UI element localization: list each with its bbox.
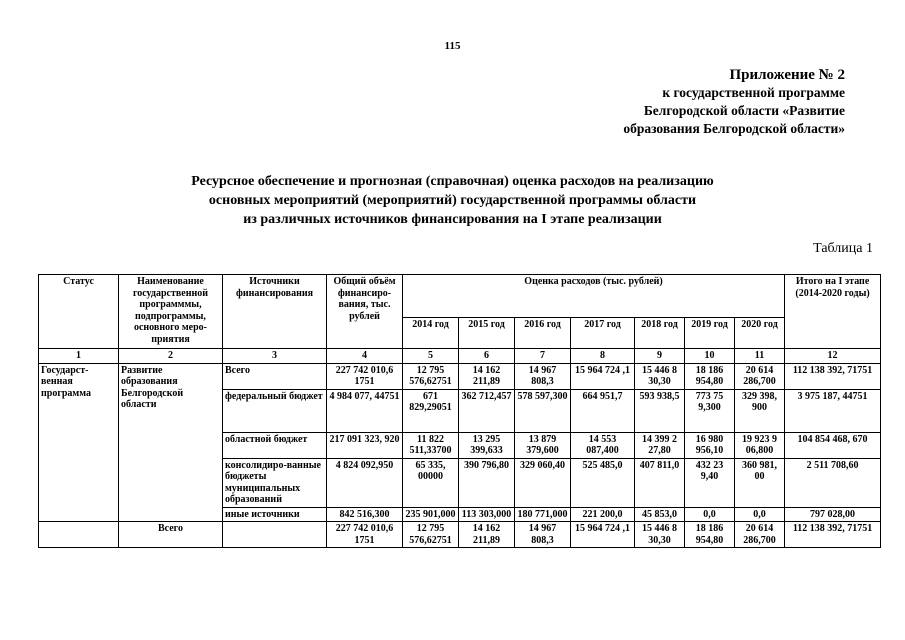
title-line: Ресурсное обеспечение и прогнозная (справочная) оценка расходов на реализацию [191,174,714,189]
stage-cell: 2 511 708,60 [785,458,881,507]
header-row [39,275,881,318]
stage-cell: 112 138 392, 71751 [785,363,881,389]
total-cell: 227 742 010,6 1751 [327,522,403,548]
appendix-block [623,66,845,138]
year-cell: 13 879 379,600 [515,432,571,458]
year-cell: 180 771,000 [515,507,571,522]
stage-cell: 3 975 187, 44751 [785,389,881,432]
appendix-line: Белгородской области «Развитие [643,103,845,118]
year-cell: 525 485,0 [571,458,635,507]
year-cell: 14 553 087,400 [571,432,635,458]
year-cell: 15 964 724 ,1 [571,363,635,389]
year-cell: 15 446 8 30,30 [635,363,685,389]
column-number: 2 [119,349,223,364]
header-year: 2020 год [735,318,785,349]
column-number: 10 [685,349,735,364]
appendix-line: к государственной программе [662,85,845,100]
year-cell: 18 186 954,80 [685,363,735,389]
year-cell: 432 23 9,40 [685,458,735,507]
year-cell: 16 980 956,10 [685,432,735,458]
year-cell: 11 822 511,33700 [403,432,459,458]
source-cell: консолидиро-ванные бюджеты муниципальных образований [223,458,327,507]
year-cell: 671 829,29051 [403,389,459,432]
total-cell: 217 091 323, 920 [327,432,403,458]
appendix-line: образования Белгородской области» [623,121,845,136]
year-cell: 407 811,0 [635,458,685,507]
stage-cell: 104 854 468, 670 [785,432,881,458]
year-cell: 20 614 286,700 [735,363,785,389]
total-label: Всего [119,522,223,548]
budget-table [38,274,881,548]
total-row [39,522,881,548]
header-stage-total: Итого на I этапе (2014-2020 годы) [785,275,881,349]
column-number-row [39,349,881,364]
stage-cell: 112 138 392, 71751 [785,522,881,548]
header-year: 2014 год [403,318,459,349]
column-number: 3 [223,349,327,364]
table-label: Таблица 1 [813,241,873,256]
column-number: 1 [39,349,119,364]
column-number: 6 [459,349,515,364]
year-cell: 14 967 808,3 [515,522,571,548]
year-cell: 13 295 399,633 [459,432,515,458]
year-cell: 45 853,0 [635,507,685,522]
year-cell: 19 923 9 06,800 [735,432,785,458]
title-line: из различных источников финансирования на I этапе реализации [243,212,662,227]
header-year: 2018 год [635,318,685,349]
document-title [0,172,905,229]
total-cell: 842 516,300 [327,507,403,522]
year-cell: 329 398, 900 [735,389,785,432]
year-cell: 15 446 8 30,30 [635,522,685,548]
year-cell: 773 75 9,300 [685,389,735,432]
total-cell: 4 824 092,950 [327,458,403,507]
year-cell: 14 967 808,3 [515,363,571,389]
source-cell: Всего [223,363,327,389]
title-line: основных мероприятий (мероприятий) государственной программы области [208,193,697,208]
header-year: 2017 год [571,318,635,349]
year-cell: 15 964 724 ,1 [571,522,635,548]
source-cell [223,522,327,548]
column-number: 7 [515,349,571,364]
year-cell: 0,0 [735,507,785,522]
year-cell: 0,0 [685,507,735,522]
column-number: 11 [735,349,785,364]
column-number: 9 [635,349,685,364]
year-cell: 235 901,000 [403,507,459,522]
year-cell: 578 597,300 [515,389,571,432]
column-number: 5 [403,349,459,364]
year-cell: 664 951,7 [571,389,635,432]
year-cell: 360 981, 00 [735,458,785,507]
year-cell: 329 060,40 [515,458,571,507]
total-cell: 227 742 010,6 1751 [327,363,403,389]
table-row [39,363,881,389]
header-name: Наименование государственной программмы, подпрограммы, основного меро-приятия [119,275,223,349]
stage-cell: 797 028,00 [785,507,881,522]
column-number: 12 [785,349,881,364]
year-cell: 362 712,457 [459,389,515,432]
column-number: 4 [327,349,403,364]
year-cell: 14 162 211,89 [459,363,515,389]
source-cell: федеральный бюджет [223,389,327,432]
header-year: 2019 год [685,318,735,349]
header-year: 2016 год [515,318,571,349]
source-cell: иные источники [223,507,327,522]
empty-cell [39,522,119,548]
year-cell: 20 614 286,700 [735,522,785,548]
program-status: Государст-венная программа [39,363,119,522]
year-cell: 593 938,5 [635,389,685,432]
year-cell: 14 162 211,89 [459,522,515,548]
program-name: Развитие образования Белгородской области [119,363,223,522]
appendix-line: Приложение № 2 [729,67,845,83]
year-cell: 113 303,000 [459,507,515,522]
column-number: 8 [571,349,635,364]
year-cell: 12 795 576,62751 [403,522,459,548]
year-cell: 390 796,80 [459,458,515,507]
header-total-volume: Общий объём финансиро-вания, тыс. рублей [327,275,403,349]
header-year: 2015 год [459,318,515,349]
year-cell: 12 795 576,62751 [403,363,459,389]
year-cell: 65 335, 00000 [403,458,459,507]
total-cell: 4 984 077, 44751 [327,389,403,432]
year-cell: 18 186 954,80 [685,522,735,548]
source-cell: областной бюджет [223,432,327,458]
header-status: Статус [39,275,119,349]
header-source: Источники финансирования [223,275,327,349]
year-cell: 221 200,0 [571,507,635,522]
page-number: 115 [444,40,461,52]
header-estimate: Оценка расходов (тыс. рублей) [403,275,785,318]
year-cell: 14 399 2 27,80 [635,432,685,458]
